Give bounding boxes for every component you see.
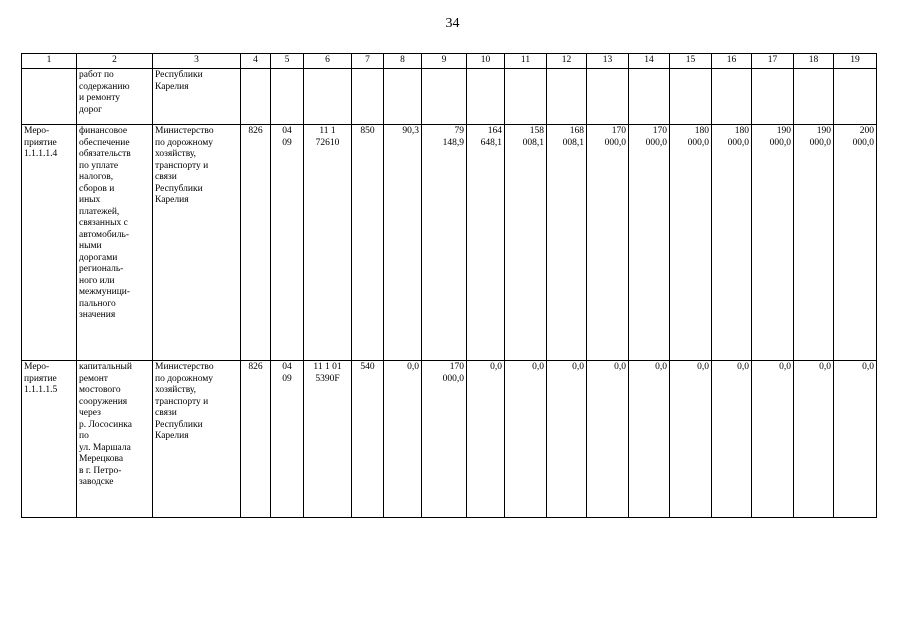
- table-cell: 850: [352, 125, 384, 361]
- table-cell: 0,0: [794, 361, 834, 518]
- table-cell: 90,3: [384, 125, 422, 361]
- column-number-cell: 3: [153, 54, 241, 69]
- table-cell: [241, 69, 271, 125]
- column-number-cell: 18: [794, 54, 834, 69]
- table-cell: 0,0: [834, 361, 877, 518]
- table-cell: 0,0: [384, 361, 422, 518]
- column-number-cell: 5: [271, 54, 304, 69]
- column-number-cell: 12: [547, 54, 587, 69]
- table-cell: [22, 69, 77, 125]
- table-cell: 180 000,0: [712, 125, 752, 361]
- column-number-cell: 9: [422, 54, 467, 69]
- table-cell: 170 000,0: [422, 361, 467, 518]
- table-cell: [384, 69, 422, 125]
- table-cell: Меро- приятие 1.1.1.1.4: [22, 125, 77, 361]
- table-cell: 190 000,0: [752, 125, 794, 361]
- table-cell: [547, 69, 587, 125]
- table-cell: [352, 69, 384, 125]
- table-cell: [271, 69, 304, 125]
- column-number-cell: 19: [834, 54, 877, 69]
- table-cell: 826: [241, 125, 271, 361]
- column-number-cell: 6: [304, 54, 352, 69]
- table-cell: [629, 69, 670, 125]
- table-cell: 0,0: [467, 361, 505, 518]
- table-cell: [712, 69, 752, 125]
- table-cell: 0,0: [752, 361, 794, 518]
- column-number-cell: 15: [670, 54, 712, 69]
- table-cell: 04 09: [271, 125, 304, 361]
- table-cell: [505, 69, 547, 125]
- column-number-cell: 7: [352, 54, 384, 69]
- table-cell: [794, 69, 834, 125]
- column-number-cell: 17: [752, 54, 794, 69]
- column-number-cell: 16: [712, 54, 752, 69]
- table-cell: 158 008,1: [505, 125, 547, 361]
- table-cell: 826: [241, 361, 271, 518]
- table-cell: 180 000,0: [670, 125, 712, 361]
- table-cell: Республики Карелия: [153, 69, 241, 125]
- column-number-cell: 11: [505, 54, 547, 69]
- table-cell: [670, 69, 712, 125]
- table-cell: 0,0: [670, 361, 712, 518]
- column-number-cell: 13: [587, 54, 629, 69]
- table-cell: [467, 69, 505, 125]
- table-cell: 0,0: [712, 361, 752, 518]
- table-cell: Меро- приятие 1.1.1.1.5: [22, 361, 77, 518]
- table-cell: 540: [352, 361, 384, 518]
- table-cell: 0,0: [587, 361, 629, 518]
- table-cell: работ по содержанию и ремонту дорог: [77, 69, 153, 125]
- table-cell: Министерство по дорожному хозяйству, транспорту и связи Республики Карелия: [153, 361, 241, 518]
- table-row: [22, 361, 877, 518]
- table-cell: 164 648,1: [467, 125, 505, 361]
- column-number-row: [22, 54, 877, 69]
- table-cell: 170 000,0: [629, 125, 670, 361]
- table-cell: капитальный ремонт мостового сооружения через р. Лососинка по ул. Маршала Мерецкова в г. Петро- заводске: [77, 361, 153, 518]
- budget-table: [21, 53, 877, 518]
- table-cell: финансовое обеспечение обязательств по уплате налогов, сборов и иных платежей, связанных с автомобиль- ными дорогами региональ- ного или межмуници- пального значения: [77, 125, 153, 361]
- table-cell: [422, 69, 467, 125]
- table-cell: [752, 69, 794, 125]
- table-cell: Министерство по дорожному хозяйству, транспорту и связи Республики Карелия: [153, 125, 241, 361]
- table-cell: 0,0: [629, 361, 670, 518]
- column-number-cell: 8: [384, 54, 422, 69]
- table-cell: [834, 69, 877, 125]
- table-cell: 168 008,1: [547, 125, 587, 361]
- table-cell: 79 148,9: [422, 125, 467, 361]
- table-row: [22, 125, 877, 361]
- table-cell: 190 000,0: [794, 125, 834, 361]
- table-cell: 04 09: [271, 361, 304, 518]
- column-number-cell: 10: [467, 54, 505, 69]
- table-cell: 0,0: [547, 361, 587, 518]
- table-row: [22, 69, 877, 125]
- column-number-cell: 1: [22, 54, 77, 69]
- table-cell: 0,0: [505, 361, 547, 518]
- table-cell: 11 1 01 5390F: [304, 361, 352, 518]
- table-cell: [587, 69, 629, 125]
- table-cell: [304, 69, 352, 125]
- page-number: 34: [445, 16, 460, 31]
- column-number-cell: 14: [629, 54, 670, 69]
- table-cell: 170 000,0: [587, 125, 629, 361]
- column-number-cell: 4: [241, 54, 271, 69]
- table-cell: 200 000,0: [834, 125, 877, 361]
- column-number-cell: 2: [77, 54, 153, 69]
- table-cell: 11 1 72610: [304, 125, 352, 361]
